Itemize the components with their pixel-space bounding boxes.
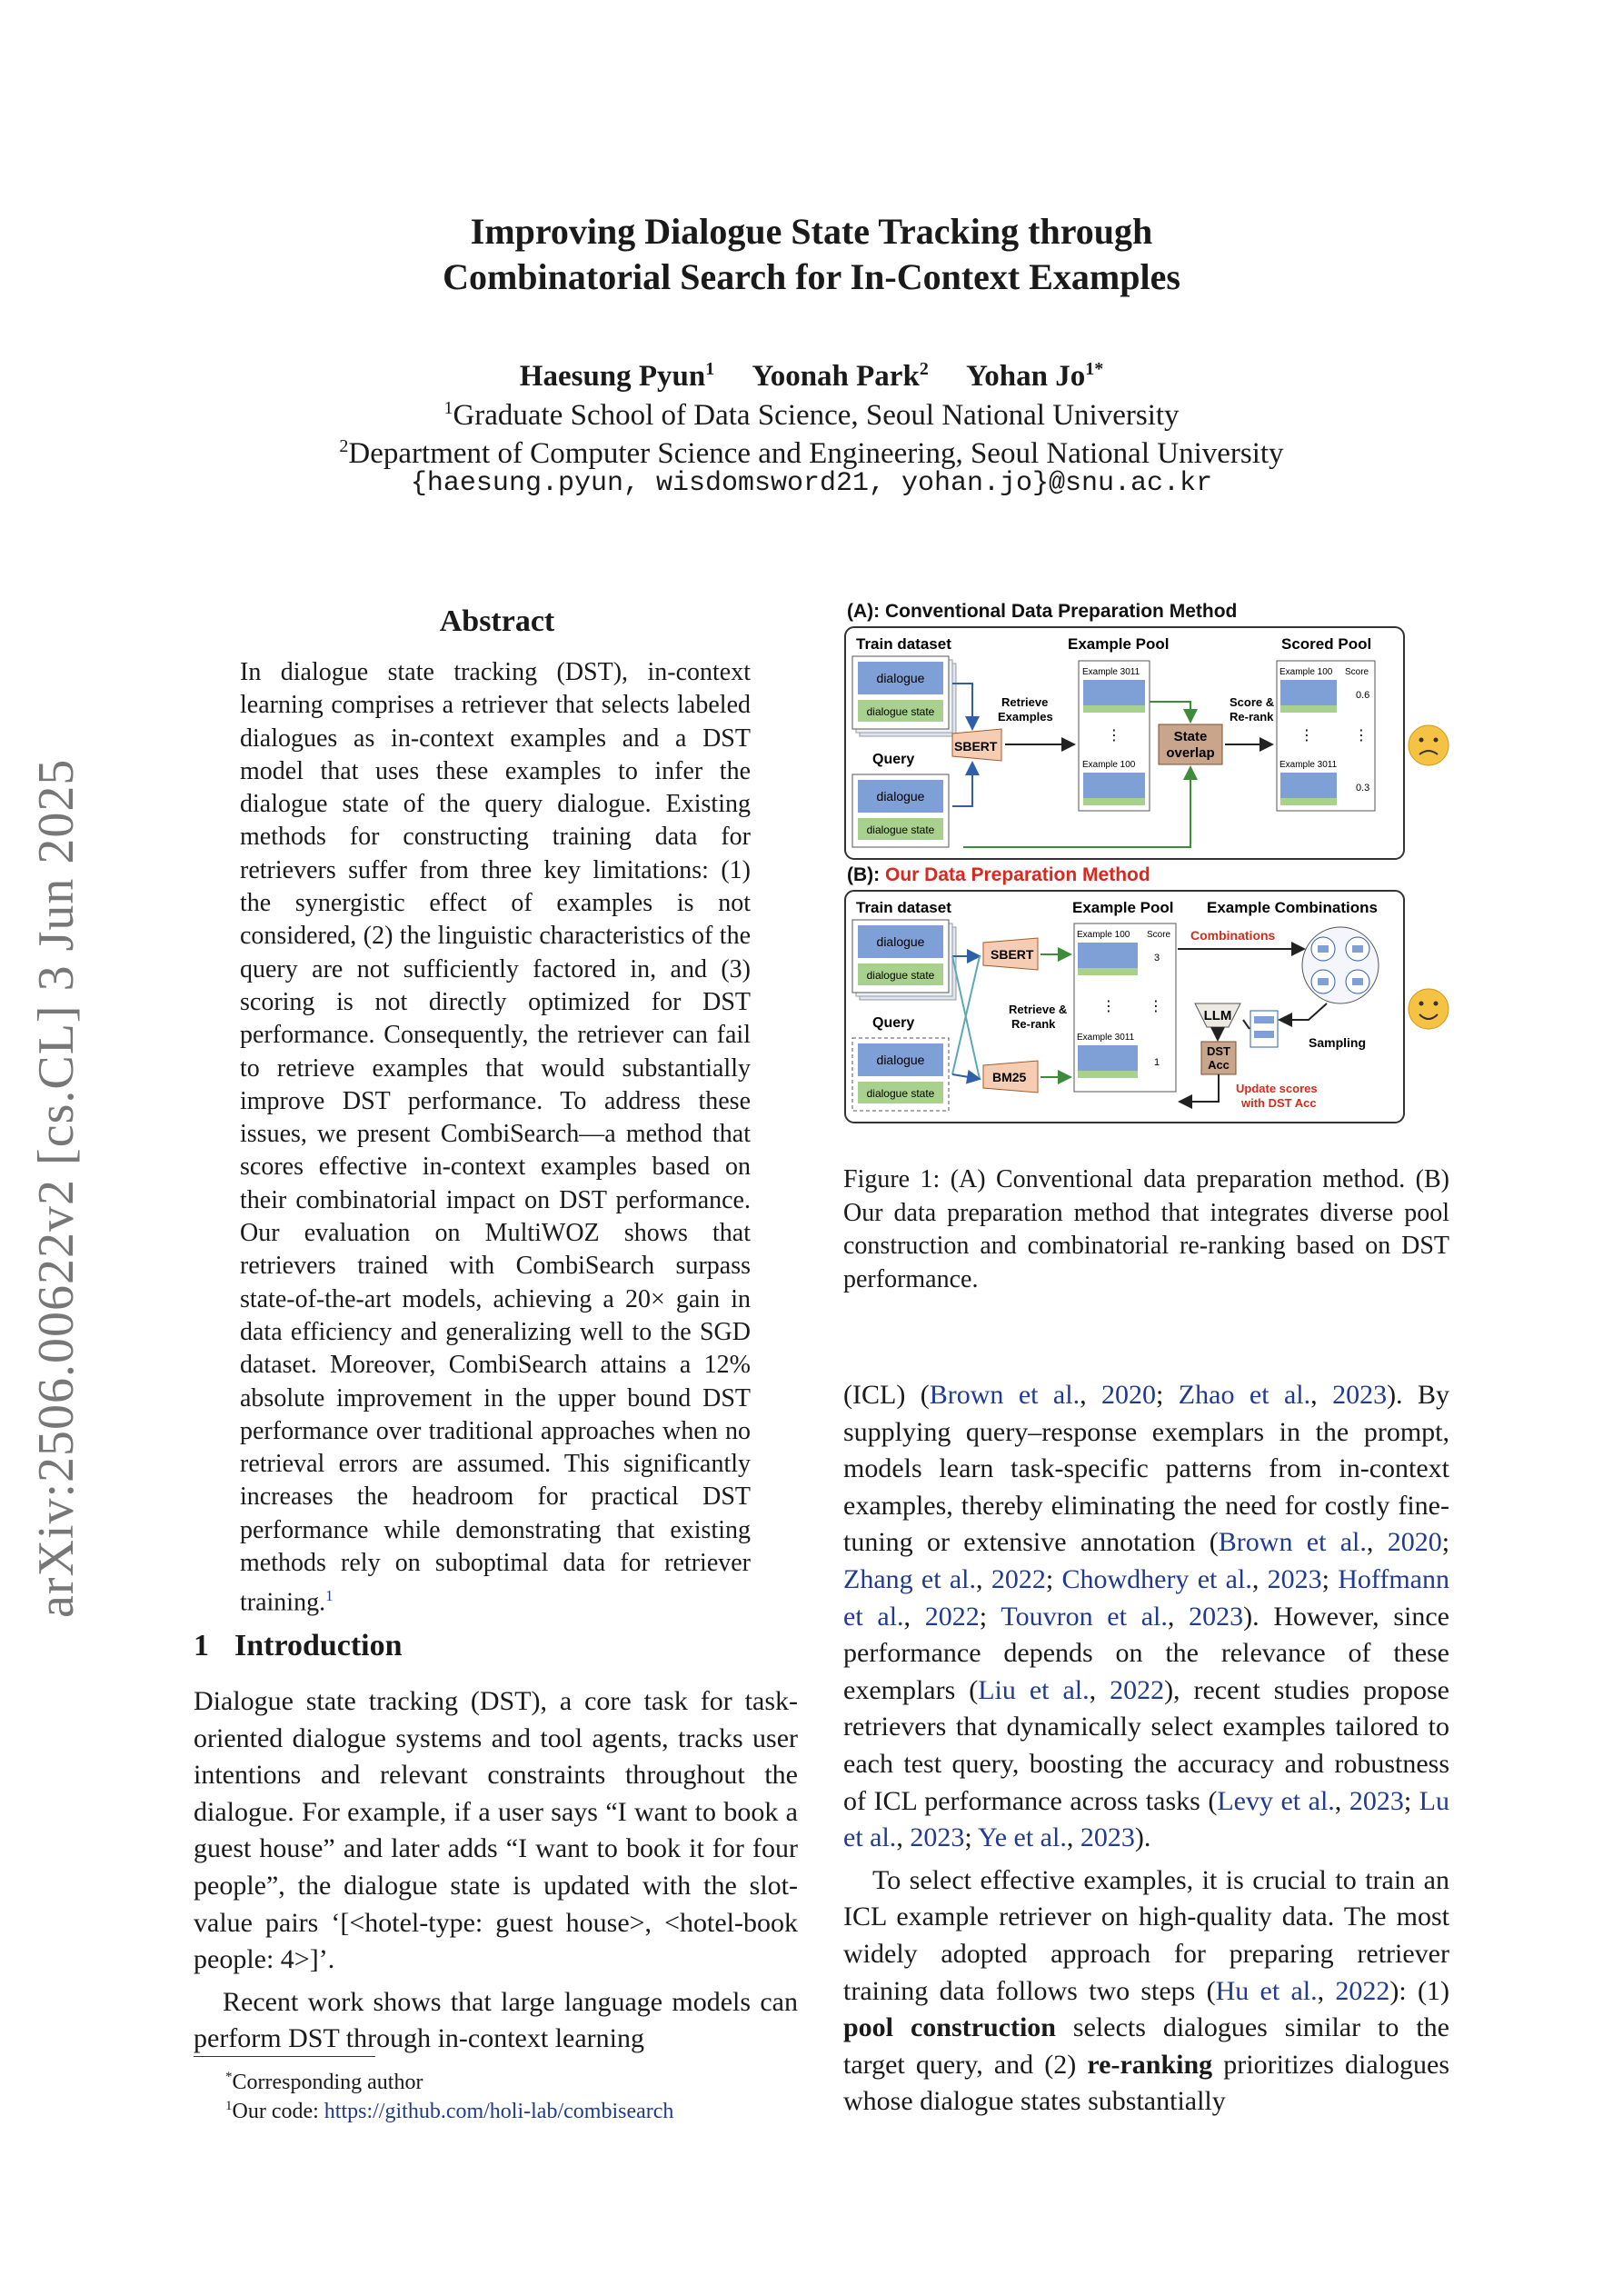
paragraph-text: , (903, 1601, 925, 1632)
query-label-a: Query (872, 752, 915, 767)
citation-link[interactable]: Hu et al. (1215, 1975, 1318, 2006)
svg-text:dialogue state: dialogue state (866, 705, 935, 718)
affiliation-1: $^1$Graduate School of Data Science, Seoul National University (443, 398, 1180, 432)
section-heading: 1 Introduction (194, 1629, 403, 1662)
example-combination-cluster (1302, 927, 1379, 1003)
paragraph-text: ; (1321, 1563, 1339, 1594)
citation-link[interactable]: Ye et al. (978, 1822, 1067, 1853)
svg-text:Example 100: Example 100 (1082, 760, 1136, 770)
citation-link[interactable]: 2020 (1387, 1527, 1442, 1558)
svg-text:Score: Score (1345, 667, 1369, 677)
right-paragraph-1 (843, 1377, 1449, 1857)
citation-link[interactable]: 2022 (1110, 1674, 1165, 1705)
citation-link[interactable]: 2022 (924, 1601, 980, 1632)
sbert-label-b: SBERT (991, 947, 1034, 962)
intro-paragraph-1: Dialogue state tracking (DST), a core task for task-oriented dialogue systems and tool agents, tracks user intentions and relevant constraints throughout the dialogue. For example, if a user says “I want to book a guest house” and later adds “I want to book it for four people”, the dialogue state is updated with the slot-value pairs ‘[<hotel-type: guest house>, <hotel-book people: 4>]’. (194, 1686, 798, 1975)
svg-text:0.3: 0.3 (1356, 783, 1370, 794)
affiliation-2: $^2$Department of Computer Science and Engineering, Seoul National University (339, 436, 1284, 470)
paragraph-text: ; (1403, 1785, 1419, 1816)
svg-text:Example 100: Example 100 (1077, 930, 1130, 940)
svg-text:Example 3011: Example 3011 (1082, 667, 1140, 677)
train-stack-a (852, 656, 956, 736)
intro-column (194, 1683, 798, 2058)
right-paragraph-2 (843, 1862, 1449, 2121)
paragraph-text: ), recent studies propose retrievers that dynamically select examples tailored to each test query, boosting the accuracy and robustness of ICL performance across tasks ( (843, 1674, 1449, 1816)
paragraph-text: ): (1) (1389, 1975, 1449, 2006)
paragraph-text: ). By supplying query–response exemplars in the prompt, models learn task-specific patterns from in-context examples, thereby eliminating the need for costly fine-tuning or extensive annotation ( (843, 1380, 1449, 1558)
paragraph-text: ; (1156, 1380, 1179, 1410)
panel-a-title: (A): Conventional Data Preparation Method (847, 601, 1238, 622)
citation-link[interactable]: 2023 (1080, 1822, 1135, 1853)
bold-term: pool construction (843, 2012, 1056, 2043)
dst-acc-label: DST Acc (1207, 1044, 1230, 1072)
citation-link[interactable]: Zhao et al. (1178, 1380, 1311, 1410)
citation-link[interactable]: 2020 (1101, 1380, 1157, 1410)
citation-link[interactable]: Brown et al. (1218, 1527, 1367, 1558)
svg-text:3: 3 (1154, 953, 1160, 963)
citation-link[interactable]: 2023 (1189, 1601, 1244, 1632)
paragraph-text: , (896, 1822, 911, 1853)
citation-link[interactable]: Brown et al. (929, 1380, 1080, 1410)
svg-text:Example 100: Example 100 (1279, 667, 1333, 677)
svg-text:dialogue state: dialogue state (866, 1087, 935, 1100)
happy-face-icon (1409, 989, 1449, 1029)
example-pool-a (1079, 661, 1150, 811)
query-label-b: Query (872, 1015, 915, 1031)
citation-link[interactable]: Liu et al. (978, 1674, 1090, 1705)
example-pool-label-a: Example Pool (1068, 635, 1170, 653)
svg-text:Example 3011: Example 3011 (1077, 1033, 1135, 1043)
author-3: Yohan $Jo^{1*}$ (966, 359, 1104, 393)
svg-text:0.6: 0.6 (1356, 690, 1370, 701)
paragraph-text: , (976, 1563, 991, 1594)
train-stack-b (852, 920, 956, 1000)
score-rerank-label: Score & Re-rank (1230, 695, 1275, 724)
citation-link[interactable]: 2023 (1349, 1785, 1404, 1816)
svg-text:⋮: ⋮ (1101, 999, 1116, 1014)
bm25-label: BM25 (992, 1070, 1027, 1084)
paragraph-text: To select effective examples, it is crucial to train an ICL example retriever on high-quality data. The most widely adopted approach for preparing retriever training data follows two steps ( (843, 1864, 1449, 2006)
footnote-mark[interactable]: 1 (325, 1587, 334, 1605)
llm-label: LLM (1203, 1008, 1232, 1023)
sbert-label-a: SBERT (954, 739, 998, 754)
svg-text:Score: Score (1147, 930, 1171, 940)
paragraph-text: , (1080, 1380, 1102, 1410)
paragraph-text: ). (1134, 1822, 1151, 1853)
update-scores-label: Update scores with DST Acc (1236, 1082, 1318, 1110)
svg-text:dialogue state: dialogue state (866, 969, 935, 982)
svg-text:⋮: ⋮ (1354, 728, 1369, 744)
scored-pool-a (1277, 661, 1375, 811)
bold-term: re-ranking (1087, 2049, 1213, 2080)
paragraph-text: , (1251, 1563, 1268, 1594)
sampling-label: Sampling (1309, 1035, 1367, 1050)
author-2: Yoonah Park$^2$ (752, 359, 929, 393)
query-box-a (852, 774, 949, 847)
retrieve-examples-label: Retrieve Examples (998, 695, 1053, 724)
paragraph-text: , (1089, 1674, 1110, 1705)
figure-1 (836, 593, 1454, 1124)
citation-link[interactable]: Lu et al. (843, 1785, 1449, 1853)
code-link[interactable]: https://github.com/holi-lab/combisearch (324, 2100, 674, 2123)
title-line-1: Improving Dialogue State Tracking through (470, 211, 1153, 252)
svg-text:dialogue: dialogue (876, 789, 925, 804)
right-column (843, 1377, 1449, 2121)
paragraph-text: (ICL) ( (843, 1380, 930, 1410)
paragraph-text: , (1310, 1380, 1333, 1410)
citation-link[interactable]: Chowdhery et al. (1061, 1563, 1252, 1594)
paragraph-text: ; (1045, 1563, 1062, 1594)
author-emails: {haesung.pyun, wisdomsword21, yohan.jo}@snu.ac.kr (410, 468, 1213, 499)
train-dataset-label-a: Train dataset (856, 635, 951, 653)
paragraph-text: , (1317, 1975, 1336, 2006)
svg-text:1: 1 (1154, 1057, 1160, 1068)
footnote-rule (194, 2056, 375, 2057)
paragraph-text: , (1334, 1785, 1349, 1816)
retrieve-rerank-label: Retrieve & Re-rank (1009, 1003, 1068, 1031)
svg-text:⋮: ⋮ (1299, 728, 1314, 744)
example-combinations-label: Example Combinations (1207, 899, 1378, 916)
paper-title (0, 209, 1623, 300)
combinations-label: Combinations (1190, 928, 1276, 943)
citation-link[interactable]: Levy et al. (1217, 1785, 1335, 1816)
citation-link[interactable]: Touvron et al. (1001, 1601, 1168, 1632)
example-pool-label-b: Example Pool (1072, 899, 1174, 916)
abstract-heading: Abstract (439, 604, 555, 638)
citation-link[interactable]: Hoffmann et al. (843, 1563, 1449, 1632)
paragraph-text: , (1066, 1822, 1080, 1853)
citation-link[interactable]: 2023 (910, 1822, 965, 1853)
paragraph-text: , (1167, 1601, 1190, 1632)
intro-paragraph-2: Recent work shows that large language models can perform DST through in-context learning (194, 1986, 798, 2054)
state-overlap-label: State overlap (1166, 729, 1215, 761)
panel-b-title: (B): Our Data Preparation Method (847, 864, 1150, 885)
citation-link[interactable]: 2022 (991, 1563, 1046, 1594)
abstract-body: In dialogue state tracking (DST), in-context learning comprises a retriever that selects labeled dialogues as in-context examples and a DST model that uses these examples to infer the dialogue state of the query dialogue. Existing methods for constructing training data for retrievers suffer from three key limitations: (1) the synergistic effect of examples is not considered, (2) the linguistic characteristics of the query are not sufficiently factored in, and (3) scoring is not directly optimized for DST performance. Consequently, the retriever can fail to retrieve examples that would substantially improve DST performance. To address these issues, we present CombiSearch—a method that scores effective in-context examples based on their combinatorial impact on DST performance. Our evaluation on MultiWOZ shows that retrievers trained with CombiSearch surpass state-of-the-art models, achieving a 20× gain in data efficiency and generalizing well to the SGD dataset. Moreover, CombiSearch attains a 12% absolute improvement in the upper bound DST performance over traditional approaches when no retrieval errors are assumed. This significantly increases the headroom for practical DST performance while demonstrating that existing methods rely on suboptimal data for retriever training.$^1$ (240, 658, 751, 1617)
paragraph-text: ). However, since performance depends on the relevance of these exemplars ( (843, 1601, 1449, 1705)
svg-text:dialogue state: dialogue state (866, 824, 935, 836)
citation-link[interactable]: 2023 (1267, 1563, 1322, 1594)
svg-text:dialogue: dialogue (876, 671, 925, 685)
citation-link[interactable]: 2023 (1332, 1380, 1388, 1410)
query-box-b (852, 1038, 949, 1111)
citation-link[interactable]: 2022 (1335, 1975, 1390, 2006)
footnote-star: *Corresponding author (225, 2070, 423, 2094)
scored-pool-label: Scored Pool (1281, 635, 1372, 653)
paragraph-text: ; (964, 1822, 979, 1853)
paragraph-text: selects dialogues similar to the target query, and (2) (843, 2012, 1449, 2080)
paragraph-text: , (1366, 1527, 1388, 1558)
paragraph-text: ; (979, 1601, 1001, 1632)
footnote-code: $^1$Our code: https://github.com/holi-lab/combisearch (225, 2099, 674, 2123)
title-line-2: Combinatorial Search for In-Context Examples (443, 256, 1180, 297)
svg-text:⋮: ⋮ (1149, 999, 1163, 1014)
svg-text:Example 3011: Example 3011 (1279, 760, 1338, 770)
citation-link[interactable]: Zhang et al. (843, 1563, 977, 1594)
paragraph-text: ; (1441, 1527, 1450, 1558)
author-1: Haesung Pyun$^1$ (519, 359, 715, 393)
svg-text:dialogue: dialogue (876, 1053, 925, 1067)
svg-text:⋮: ⋮ (1107, 728, 1121, 744)
arxiv-stamp: arXiv:2506.00622v2 [cs.CL] 3 Jun 2025 (28, 758, 85, 1618)
train-dataset-label-b: Train dataset (856, 899, 951, 916)
paragraph-text: prioritizes dialogues whose dialogue states substantially (843, 2049, 1450, 2117)
svg-text:dialogue: dialogue (876, 934, 925, 949)
figure-caption: Figure 1: (A) Conventional data preparation method. (B) Our data preparation method that integrates diverse pool construction and combinatorial re-ranking based on DST performance. (843, 1165, 1449, 1293)
sad-face-icon (1409, 725, 1449, 765)
example-pool-b (1074, 923, 1176, 1092)
